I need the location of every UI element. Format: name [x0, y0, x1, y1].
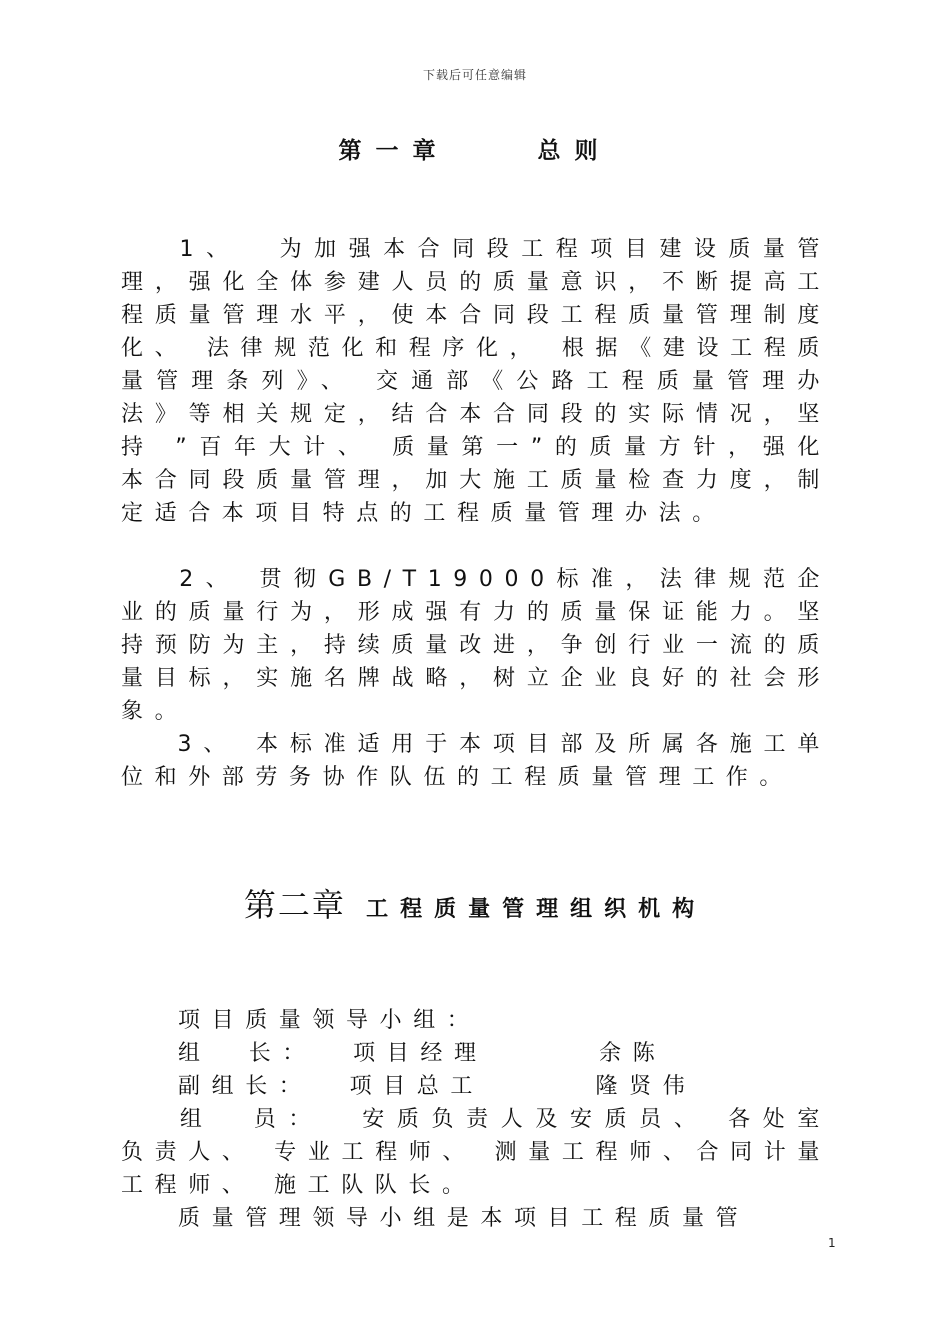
- chapter-2-title: [0, 880, 950, 926]
- members-line: 组 员： 安质负责人及安质员、 各处室负责人、 专业工程师、 测量工程师、合同计量工程师、 施工队队长。: [121, 1107, 831, 1198]
- page-number: 1: [828, 1236, 836, 1250]
- chapter-2-heading: 工程质量管理组织机构: [366, 897, 707, 922]
- leader-line: 组 长： 项目经理 余陈: [178, 1041, 667, 1066]
- chapter-1-title: 第一章 总则: [338, 138, 612, 164]
- paragraph-2: 2、 贯彻GB/T19000标准，法律规范企业的质量行为，形成强有力的质量保证能力。坚持预防为主，持续质量改进，争创行业一流的质量目标，实施名牌战略，树立企业良好的社会形象。: [121, 567, 832, 724]
- chapter-2-number: 第二章: [243, 886, 346, 924]
- closing-line: 质量管理领导小组是本项目工程质量管: [178, 1206, 750, 1231]
- group-heading: 项目质量领导小组：: [178, 1008, 481, 1033]
- header-note: 下载后可任意编辑: [422, 68, 527, 82]
- deputy-leader-line: 副组长： 项目总工 隆贤伟: [178, 1074, 697, 1099]
- paragraph-1: 1、 为加强本合同段工程项目建设质量管理，强化全体参建人员的质量意识，不断提高工程质量管理水平，使本合同段工程质量管理制度化、 法律规范化和程序化， 根据《建设工程质量管理条列》、 交通部《公路工程质量管理办法》等相关规定，结合本合同段的实际情况，坚持 ”百年大计、 质量第一”的质量方针，强化本合同段质量管理，加大施工质量检查力度，制定适合本项目特点的工程质量管理办法。: [121, 237, 831, 526]
- paragraph-3: 3、 本标准适用于本项目部及所属各施工单位和外部劳务协作队伍的工程质量管理工作。: [121, 732, 831, 790]
- organization-section: [121, 1004, 831, 1235]
